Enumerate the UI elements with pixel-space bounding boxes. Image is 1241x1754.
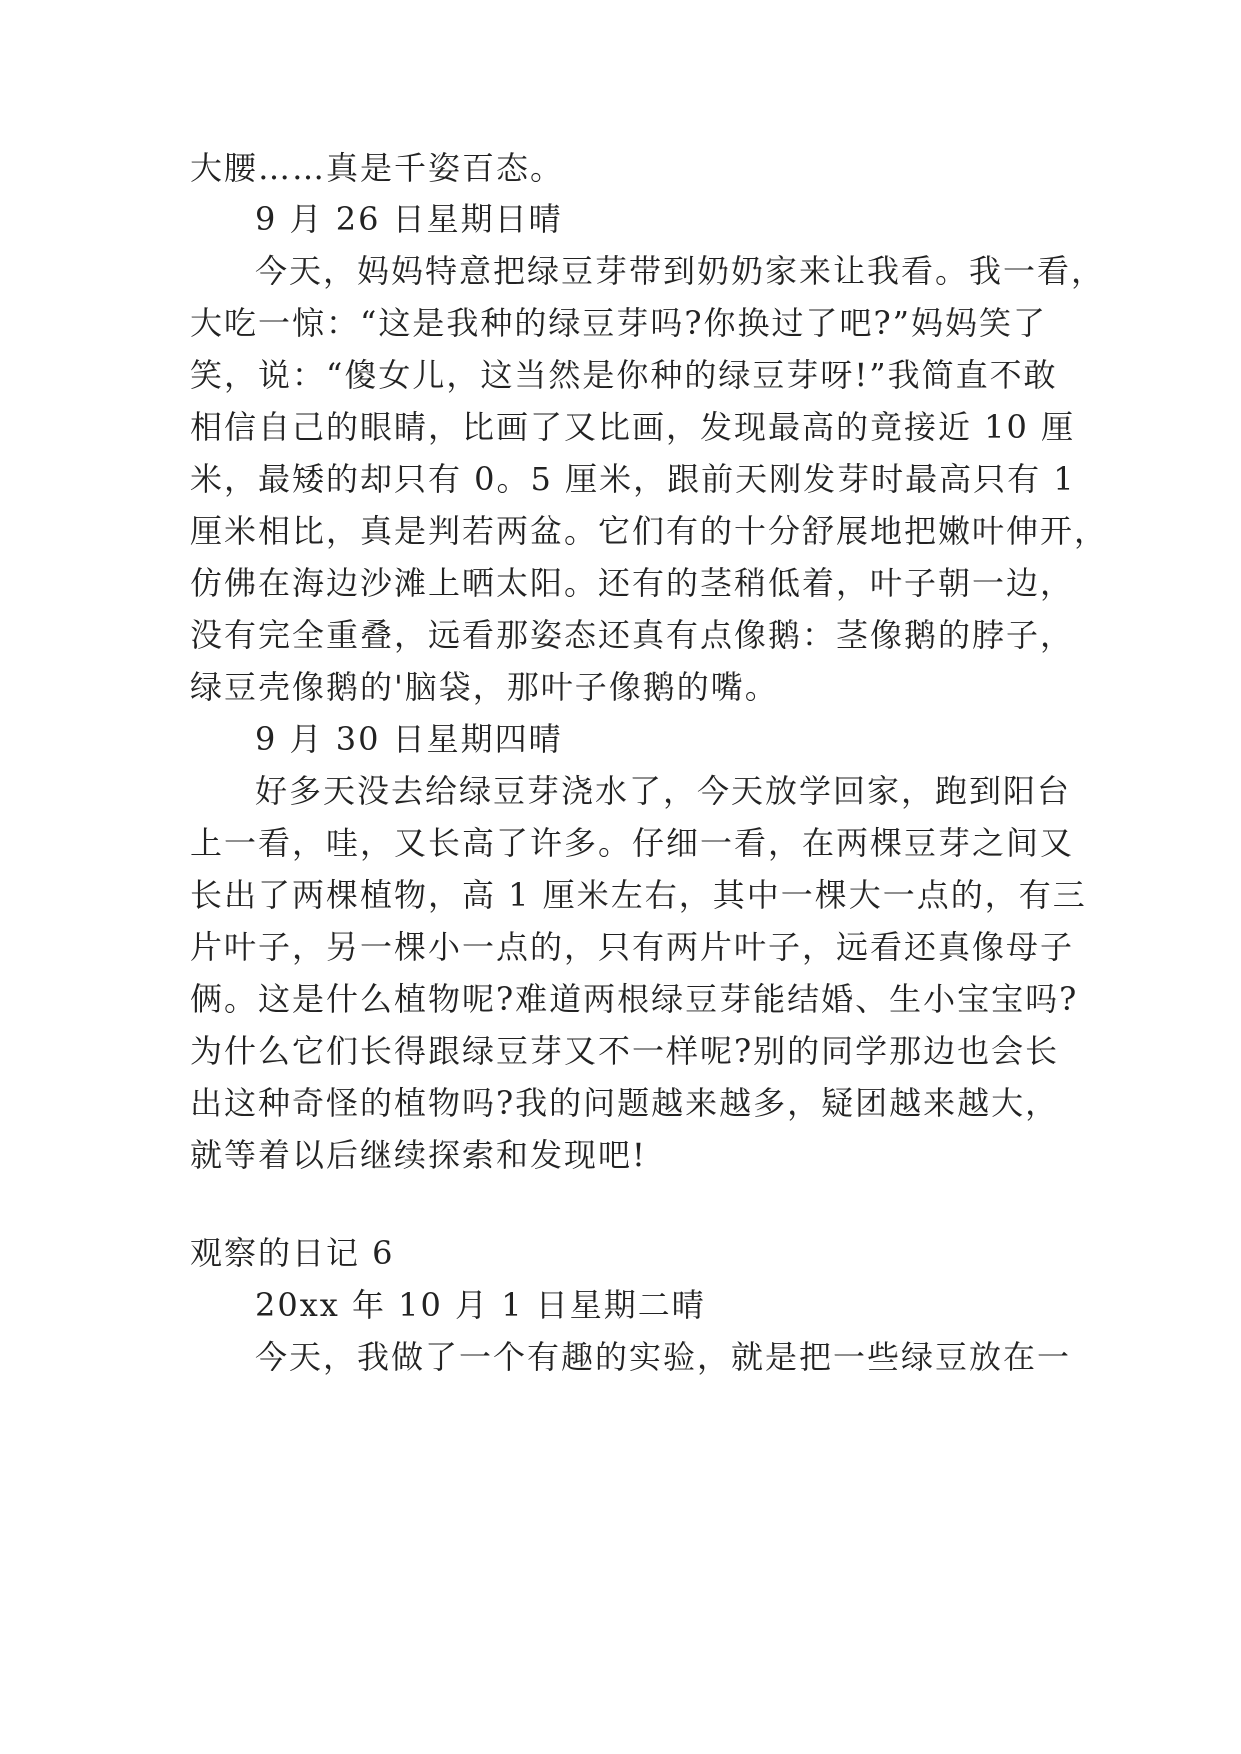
paragraph-line: 大吃一惊：“这是我种的绿豆芽吗?你换过了吧?”妈妈笑了 [190, 304, 1048, 342]
paragraph-line: 俩。这是什么植物呢?难道两根绿豆芽能结婚、生小宝宝吗? [190, 980, 1079, 1018]
diary-date-heading: 20xx 年 10 月 1 日星期二晴 [255, 1286, 706, 1324]
paragraph-line: 大腰……真是千姿百态。 [190, 149, 565, 187]
paragraph-line: 今天，妈妈特意把绿豆芽带到奶奶家来让我看。我一看， [255, 252, 1106, 290]
paragraph-line: 厘米相比，真是判若两盆。它们有的十分舒展地把嫩叶伸开， [190, 512, 1109, 550]
paragraph-line: 片叶子，另一棵小一点的，只有两片叶子，远看还真像母子 [190, 928, 1075, 966]
section-title: 观察的日记 6 [190, 1234, 395, 1272]
paragraph-line: 长出了两棵植物，高 1 厘米左右，其中一棵大一点的，有三 [190, 876, 1087, 914]
paragraph-line: 仿佛在海边沙滩上晒太阳。还有的茎稍低着，叶子朝一边， [190, 564, 1075, 602]
paragraph-line: 没有完全重叠，远看那姿态还真有点像鹅：茎像鹅的脖子， [190, 616, 1075, 654]
paragraph-line: 好多天没去给绿豆芽浇水了，今天放学回家，跑到阳台 [255, 772, 1072, 810]
paragraph-line: 今天，我做了一个有趣的实验，就是把一些绿豆放在一 [255, 1338, 1072, 1376]
diary-date-heading: 9 月 26 日星期日晴 [255, 200, 563, 238]
paragraph-line: 出这种奇怪的植物吗?我的问题越来越多，疑团越来越大， [190, 1084, 1060, 1122]
diary-date-heading: 9 月 30 日星期四晴 [255, 720, 563, 758]
paragraph-line: 相信自己的眼睛，比画了又比画，发现最高的竟接近 10 厘 [190, 408, 1076, 446]
paragraph-line: 上一看，哇，又长高了许多。仔细一看，在两棵豆芽之间又 [190, 824, 1075, 862]
paragraph-line: 绿豆壳像鹅的'脑袋，那叶子像鹅的嘴。 [190, 668, 779, 706]
paragraph-line: 笑，说：“傻女儿，这当然是你种的绿豆芽呀!”我简直不敢 [190, 356, 1058, 394]
paragraph-line: 米，最矮的却只有 0。5 厘米，跟前天刚发芽时最高只有 1 [190, 460, 1076, 498]
paragraph-line: 为什么它们长得跟绿豆芽又不一样呢?别的同学那边也会长 [190, 1032, 1060, 1070]
paragraph-line: 就等着以后继续探索和发现吧! [190, 1136, 647, 1174]
